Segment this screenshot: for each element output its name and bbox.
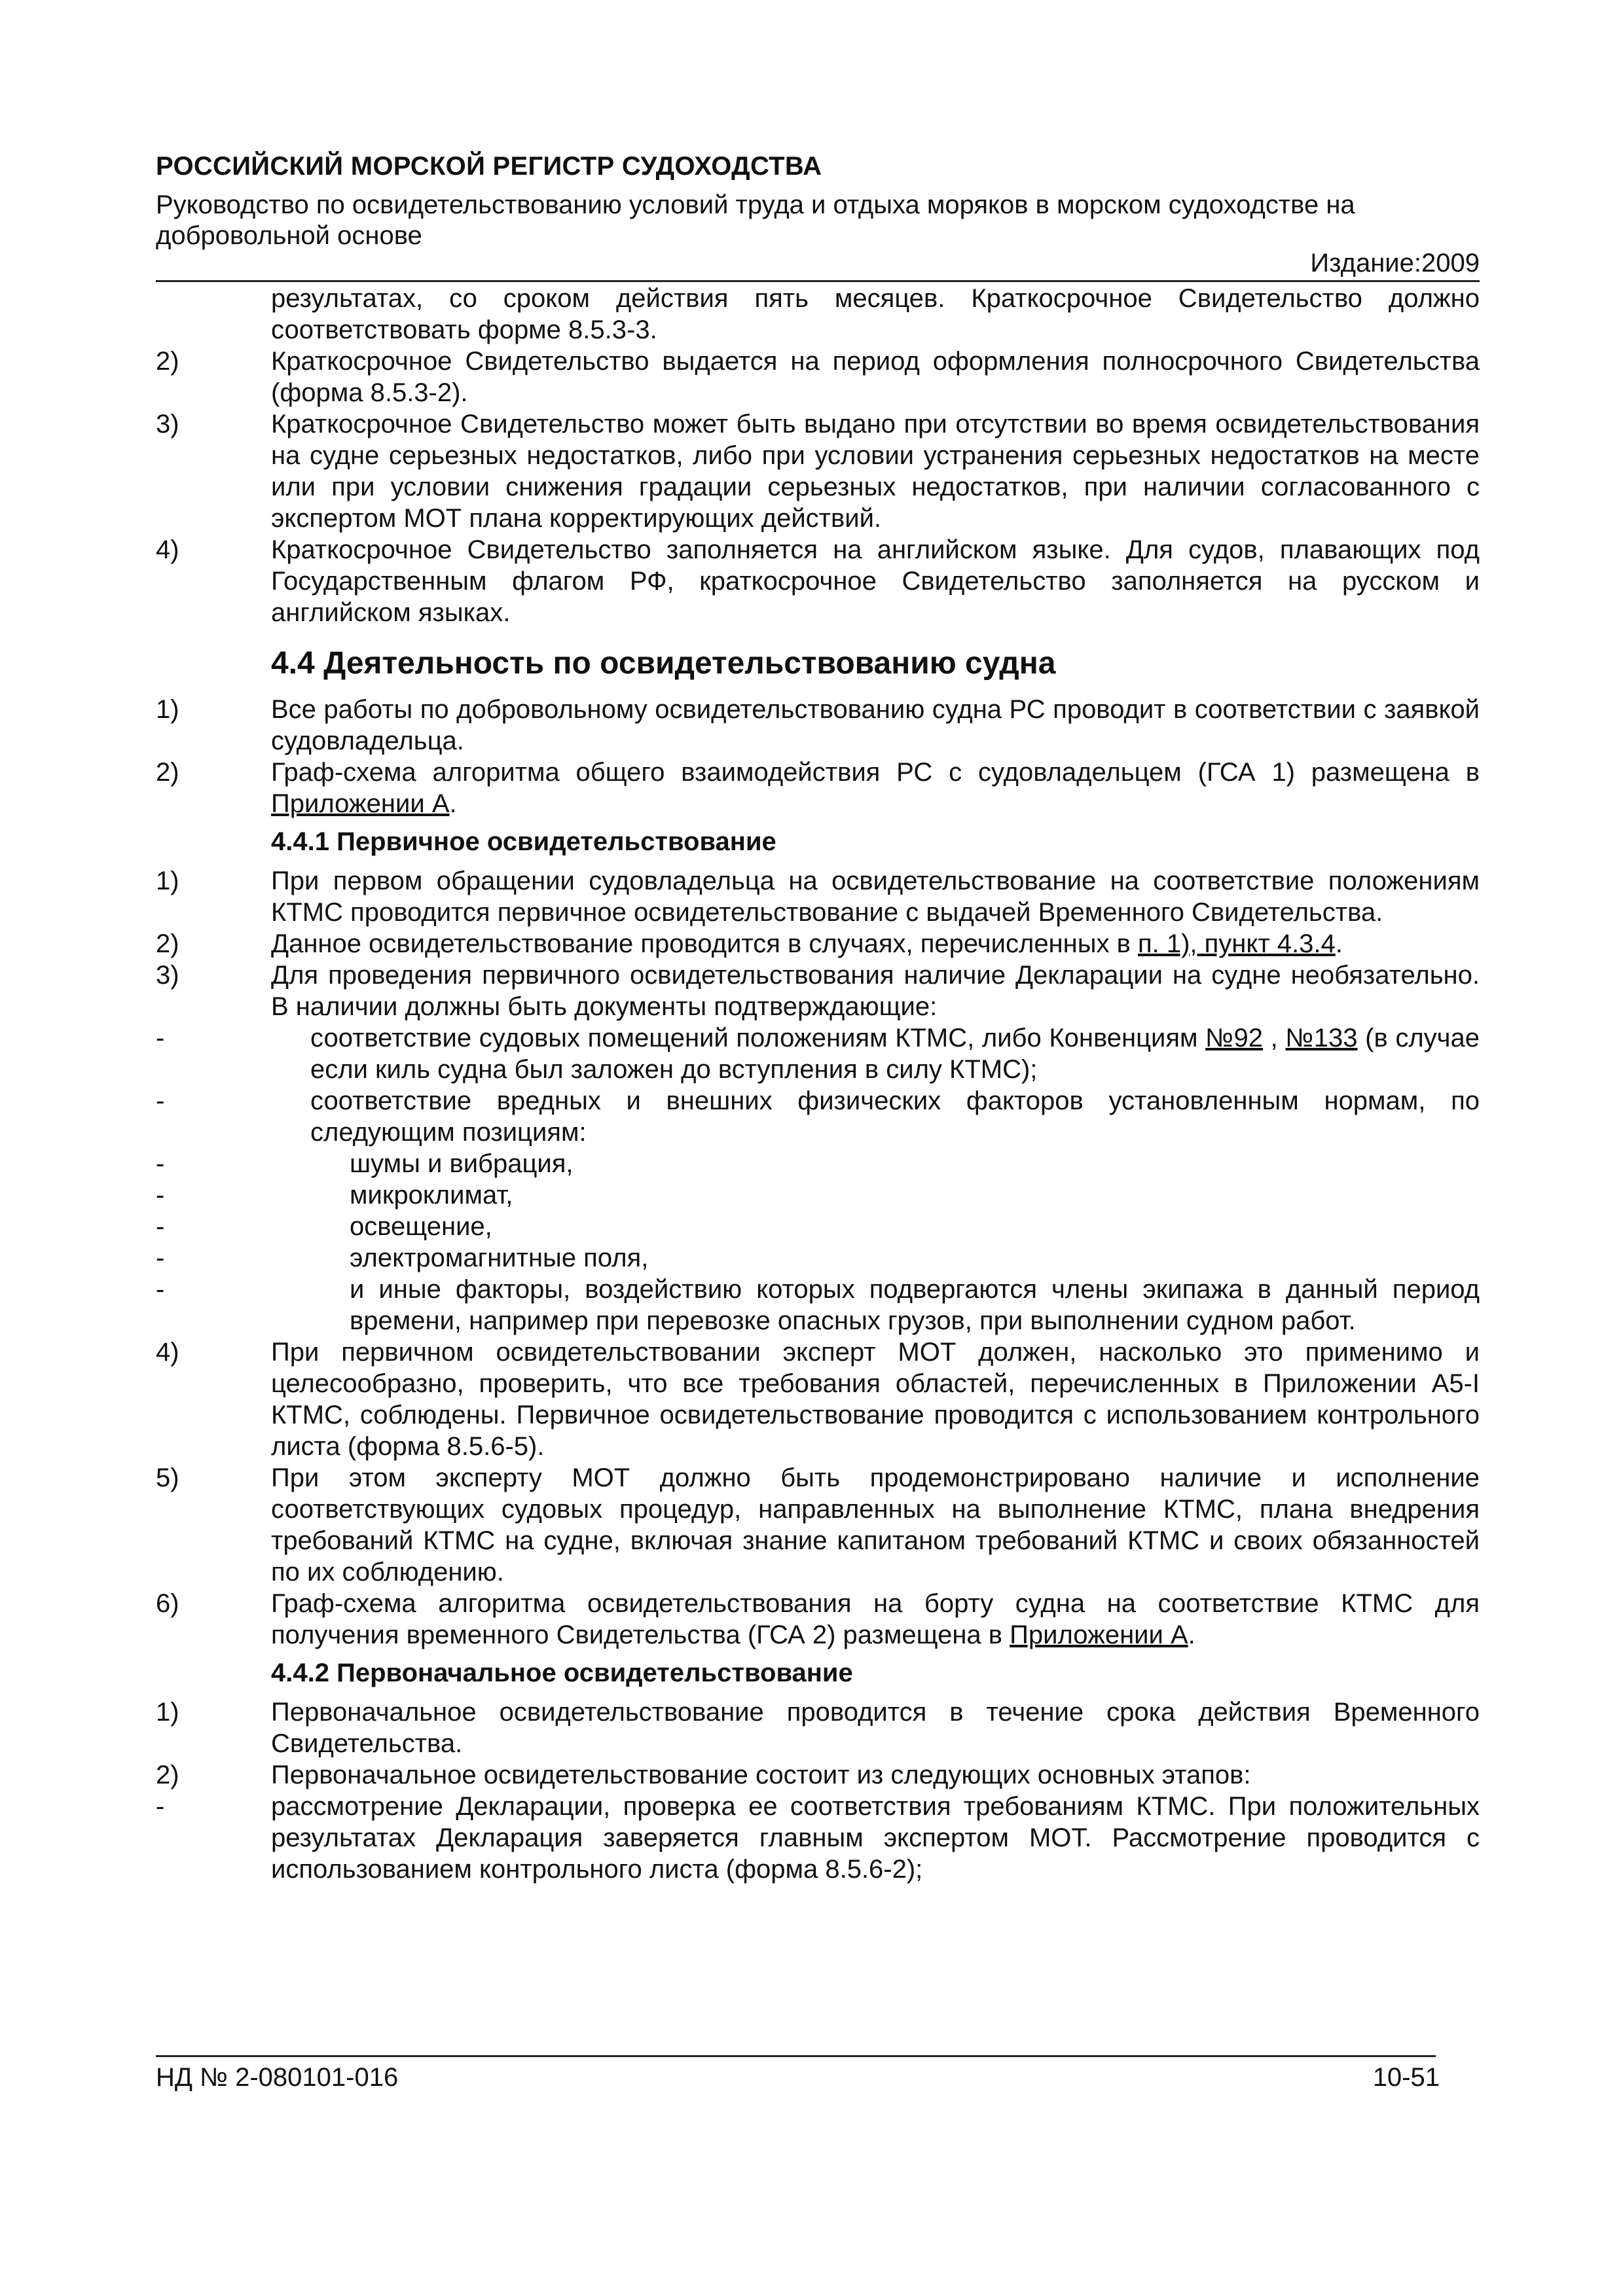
dash-item [156,1022,1480,1085]
item-number: 1) [156,695,179,724]
list-item [156,408,1480,534]
section-heading: 4.4 Деятельность по освидетельствованию судна [271,646,1056,681]
list-item [156,534,1480,628]
list-item [156,1759,1480,1791]
appendix-a-link[interactable]: Приложении А [271,789,450,818]
convention-92-link[interactable]: №92 [1205,1024,1264,1052]
header-divider [156,280,1480,282]
list-item [156,346,1480,408]
item-text: Краткосрочное Свидетельство заполняется на английском языке. Для судов, плавающих под Государственным флагом РФ, краткосрочное Свидетельство заполняется на русском и английском языках. [271,535,1480,627]
organization-name: РОССИЙСКИЙ МОРСКОЙ РЕГИСТР СУДОХОДСТВА [156,152,822,181]
item-number: 1) [156,1698,179,1727]
sub-dash-text: шумы и вибрация, [350,1149,574,1178]
item-text-end: . [1335,929,1343,958]
dash-text-end: (в случае если киль судна был заложен до вступления в силу КТМС); [310,1024,1480,1084]
sub-dash-text: микроклимат, [350,1181,513,1210]
dash-marker: - [156,1212,165,1241]
item-text: Первоначальное освидетельствование проводится в течение срока действия Временного Свидетельства. [271,1698,1480,1758]
sub-dash-text: электромагнитные поля, [350,1244,649,1272]
sub-dash-item [156,1179,1480,1211]
item-text-end: . [1188,1621,1195,1649]
item-number: 2) [156,929,179,958]
item-text-part: Граф-схема алгоритма общего взаимодействия РС с судовладельцем (ГСА 1) размещена в [271,758,1480,787]
item-text-end: . [449,789,457,818]
item-number: 3) [156,961,179,990]
dash-marker: - [156,1024,165,1052]
subsection-heading: 4.4.2 Первоначальное освидетельствование [271,1659,853,1687]
item-text: При этом эксперту МОТ должно быть продемонстрировано наличие и исполнение соответствующих судовых процедур, направленных на выполнение КТМС, плана внедрения требований КТМС на судне, включая знание капитаном требований КТМС и своих обязанностей по их соблюдению. [271,1463,1480,1587]
subsection-heading: 4.4.1 Первичное освидетельствование [271,827,776,856]
page-body [156,283,1480,1885]
clause-reference-link[interactable]: п. 1), пункт 4.3.4 [1137,929,1336,958]
item-text: Для проведения первичного освидетельствования наличие Декларации на судне необязательно. В наличии должны быть документы подтверждающие: [271,961,1480,1021]
footer-divider [156,2055,1436,2057]
list-item [156,928,1480,960]
dash-text: соответствие вредных и внешних физических факторов установленным нормам, по следующим позициям: [310,1086,1480,1147]
item-number: 4) [156,1338,179,1367]
dash-text [271,1022,1480,1085]
dash-item [156,1791,1480,1885]
list-item [156,960,1480,1022]
dash-text-part: соответствие судовых помещений положениям КТМС, либо Конвенциям [310,1024,1206,1052]
edition-label: Издание:2009 [1310,249,1480,278]
sub-dash-item [156,1148,1480,1179]
dash-marker: - [156,1086,165,1115]
item-number: 6) [156,1589,179,1618]
dash-marker: - [156,1244,165,1272]
convention-133-link[interactable]: №133 [1285,1024,1358,1052]
sub-dash-item [156,1242,1480,1274]
list-item [156,1336,1480,1462]
item-text: При первом обращении судовладельца на освидетельствование на соответствие положениям КТМС проводится первичное освидетельствование с выдачей Временного Свидетельства. [271,867,1480,927]
item-number: 2) [156,1761,179,1789]
continued-paragraph: результатах, со сроком действия пять месяцев. Краткосрочное Свидетельство должно соответствовать форме 8.5.3-3. [271,284,1480,344]
list-item [156,865,1480,928]
item-number: 2) [156,758,179,787]
item-number: 3) [156,410,179,439]
list-item [156,694,1480,757]
page-number: 10-51 [1372,2063,1440,2092]
dash-text-separator: , [1263,1024,1286,1052]
list-item [156,1462,1480,1588]
dash-item [156,1085,1480,1148]
item-number: 2) [156,347,179,376]
document-number: НД № 2-080101-016 [156,2063,399,2092]
sub-dash-text: освещение, [350,1212,492,1241]
sub-dash-text: и иные факторы, воздействию которых подвергаются члены экипажа в данный период времени, например при перевозке опасных грузов, при выполнении судном работ. [350,1275,1480,1335]
dash-marker: - [156,1149,165,1178]
item-number: 4) [156,535,179,564]
item-text: Краткосрочное Свидетельство выдается на период оформления полносрочного Свидетельства (форма 8.5.3-2). [271,347,1480,407]
item-text-part: Данное освидетельствование проводится в случаях, перечисленных в [271,929,1138,958]
dash-marker: - [156,1792,165,1821]
dash-marker: - [156,1181,165,1210]
list-item [156,1696,1480,1759]
sub-dash-item [156,1211,1480,1242]
item-text [271,1588,1480,1651]
item-text: Все работы по добровольному освидетельствованию судна РС проводит в соответствии с заявкой судовладельца. [271,695,1480,755]
item-text: При первичном освидетельствовании эксперт МОТ должен, насколько это применимо и целесообразно, проверить, что все требования областей, перечисленных в Приложении А5-I КТМС, соблюдены. Первичное освидетельствование проводится с использованием контрольного листа (форма 8.5.6-5). [271,1338,1480,1461]
list-item [156,1588,1480,1651]
item-number: 1) [156,867,179,895]
item-text-part: Граф-схема алгоритма освидетельствования на борту судна на соответствие КТМС для получения временного Свидетельства (ГСА 2) размещена в [271,1589,1480,1649]
sub-dash-item [156,1274,1480,1336]
document-subtitle: Руководство по освидетельствованию условий труда и отдыха моряков в морском судоходстве на добровольной основе [156,190,1355,250]
item-text [271,757,1480,819]
item-number: 5) [156,1463,179,1492]
item-text [271,928,1480,960]
item-text: Краткосрочное Свидетельство может быть выдано при отсутствии во время освидетельствования на судне серьезных недостатков, либо при условии устранения серьезных недостатков на месте или при условии снижения градации серьезных недостатков, при наличии согласованного с экспертом МОТ плана корректирующих действий. [271,410,1480,533]
appendix-a-link[interactable]: Приложении А [1010,1621,1188,1649]
dash-marker: - [156,1275,165,1304]
list-item [156,757,1480,819]
item-text: Первоначальное освидетельствование состоит из следующих основных этапов: [271,1761,1251,1789]
dash-text: рассмотрение Декларации, проверка ее соответствия требованиям КТМС. При положительных результатах Декларация заверяется главным экспертом МОТ. Рассмотрение проводится с использованием контрольного листа (форма 8.5.6-2); [271,1792,1480,1884]
